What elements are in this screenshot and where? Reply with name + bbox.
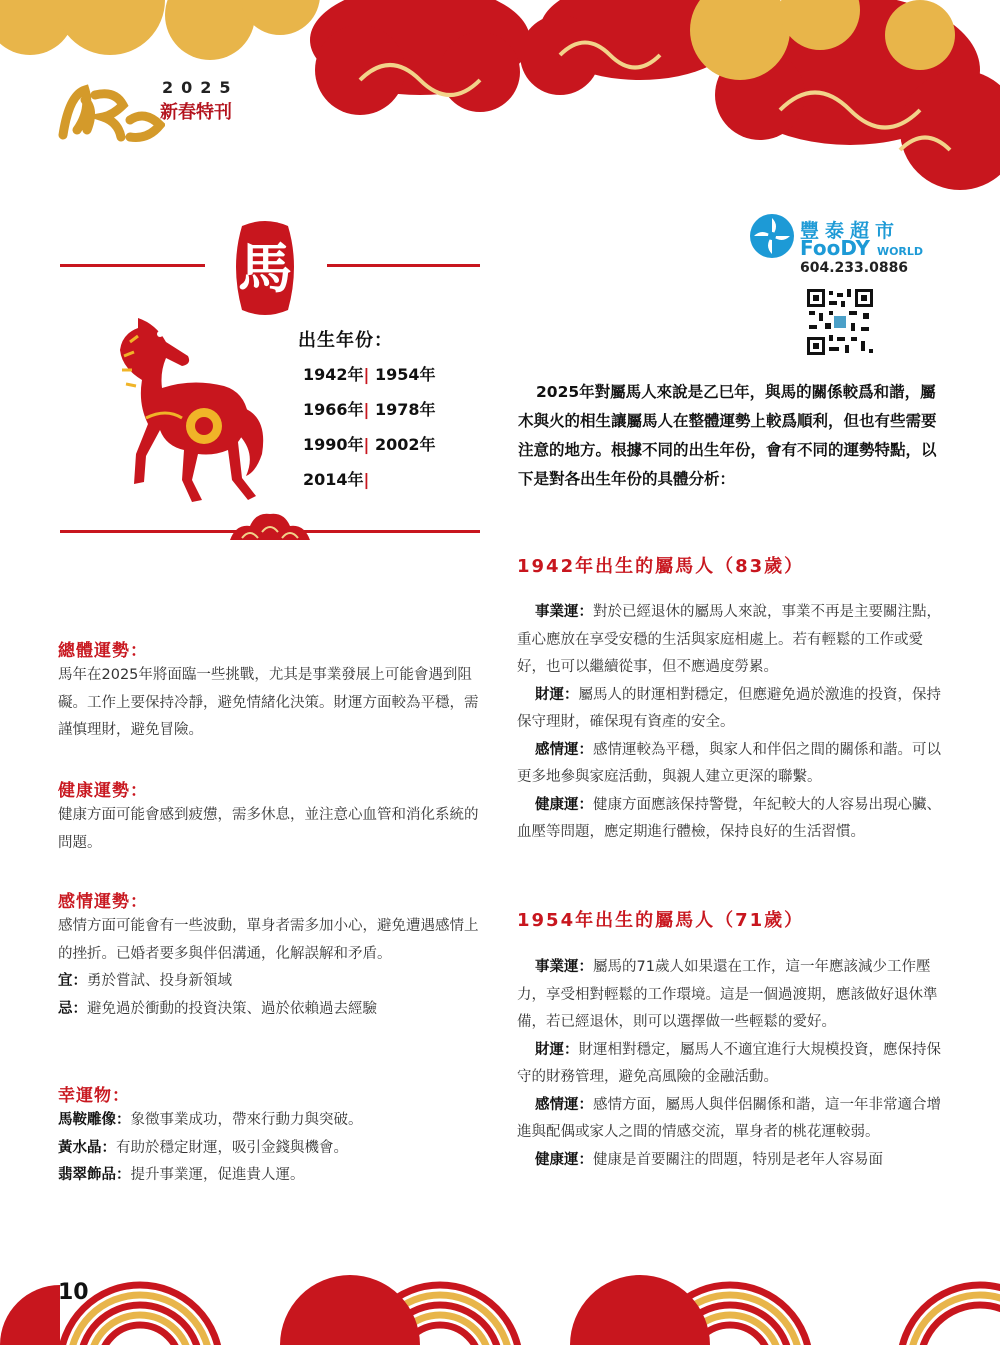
store-name-english — [800, 236, 923, 260]
fortune-text: 感情方面，屬馬人與伴侶關係和諧，這一年非常適合增進與配偶或家人之間的情感交流，單身者的桃花運較弱。 — [517, 1096, 941, 1140]
lucky-item-text: 提升事業運，促進貴人運。 — [130, 1167, 305, 1183]
dont-text: 避免過於衝動的投資決策、過於依賴過去經驗 — [87, 1000, 377, 1017]
birth-year-row — [303, 432, 436, 455]
dont-item — [58, 996, 482, 1024]
health-fortune-text: 健康方面可能會感到疲憊，需多休息，並注意心血管和消化系統的問題。 — [58, 807, 479, 851]
lucky-item-label: 翡翠飾品： — [58, 1167, 131, 1183]
birth-year: 2014年 — [303, 470, 364, 489]
section-heading-1942: 1942年出生的屬馬人（83歲） — [517, 556, 805, 577]
fortune-text: 財運相對穩定，屬馬人不適宜進行大規模投資，應保持保守的財務管理，避免高風險的金融活動。 — [517, 1041, 941, 1085]
section-body-1942 — [517, 599, 941, 847]
snake-calligraphy-icon — [55, 80, 165, 150]
lucky-item — [58, 1107, 482, 1135]
fortune-text: 屬馬人的財運相對穩定，但應避免過於激進的投資，保持保守理財，確保現有資產的安全。 — [517, 686, 941, 730]
overall-fortune-heading: 總體運勢： — [58, 641, 148, 661]
fortune-text: 健康方面應該保持警覺，年紀較大的人容易出現心臟、血壓等問題，應定期進行體檢，保持良好的生活習慣。 — [517, 796, 941, 840]
birth-year-row — [303, 467, 369, 490]
fortune-text: 健康是首要關注的問題，特別是老年人容易面 — [593, 1151, 883, 1168]
fortune-label: 財運： — [535, 686, 579, 703]
store-name-en-main: FooDY — [800, 236, 870, 260]
fortune-text: 屬馬的71歲人如果還在工作，這一年應該減少工作壓力，享受相對輕鬆的工作環境。這是一個過渡期，應該做好退休準備，若已經退休，則可以選擇做一些輕鬆的愛好。 — [517, 959, 938, 1030]
fortune-item — [517, 1092, 941, 1147]
do-label: 宜： — [58, 973, 87, 989]
do-text: 勇於嘗試、投身新領域 — [87, 973, 232, 989]
store-phone: 604.233.0886 — [800, 260, 909, 276]
separator: | — [363, 400, 370, 419]
store-name-chinese: 豐泰超市 — [800, 220, 901, 242]
birth-years-title: 出生年份： — [298, 330, 393, 351]
separator: | — [363, 365, 370, 384]
birth-year: 1990年 — [303, 435, 364, 454]
birth-year: 1978年 — [374, 400, 436, 419]
fortune-item — [517, 792, 941, 847]
seal-character: 馬 — [238, 236, 292, 300]
section-heading-1954: 1954年出生的屬馬人（71歲） — [517, 910, 805, 931]
fortune-label: 事業運： — [535, 604, 593, 620]
page-number: 10 — [58, 1280, 89, 1305]
fortune-label: 財運： — [535, 1041, 579, 1058]
fortune-label: 感情運： — [535, 741, 593, 758]
divider-left — [60, 264, 205, 267]
fortune-item — [517, 599, 941, 682]
fortune-text: 對於已經退休的屬馬人來說，事業不再是主要關注點，重心應放在享受安穩的生活與家庭相處上。若有輕鬆的工作或愛好，也可以繼續從事，但不應過度勞累。 — [517, 604, 941, 675]
fortune-label: 健康運： — [535, 796, 593, 813]
cloud-ornament-icon — [226, 510, 314, 546]
health-fortune-heading: 健康運勢： — [58, 781, 148, 801]
separator: | — [363, 470, 370, 489]
love-fortune-body — [58, 913, 482, 1023]
lucky-item — [58, 1135, 482, 1163]
do-item — [58, 968, 482, 996]
header-subtitle: 新春特刊 — [160, 102, 232, 123]
birth-year: 1942年 — [303, 365, 364, 384]
fortune-text: 感情運較為平穩，與家人和伴侶之間的關係和諧。可以更多地參與家庭活動，與親人建立更深的聯繫。 — [517, 741, 941, 785]
lucky-item — [58, 1162, 482, 1190]
love-fortune-text: 感情方面可能會有一些波動，單身者需多加小心，避免遭遇感情上的挫折。已婚者要多與伴侶溝通，化解誤解和矛盾。 — [58, 918, 479, 962]
birth-year: 1966年 — [303, 400, 364, 419]
birth-year: 2002年 — [374, 435, 436, 454]
qr-code[interactable] — [805, 287, 875, 357]
lucky-item-label: 馬鞍雕像： — [58, 1112, 131, 1128]
birth-year: 1954年 — [374, 365, 436, 384]
intro-paragraph: 2025年對屬馬人來說是乙巳年，與馬的關係較爲和諧，屬木與火的相生讓屬馬人在整體運勢上較爲順利，但也有些需要注意的地方。根據不同的出生年份，會有不同的運勢特點，以下是對各出生年份的具體分析： — [518, 383, 937, 488]
fortune-label: 事業運： — [535, 959, 593, 975]
store-name-en-suffix: WORLD — [876, 245, 924, 258]
lucky-items-heading: 幸運物： — [58, 1086, 130, 1106]
love-fortune-heading: 感情運勢： — [58, 892, 148, 912]
fortune-item — [517, 737, 941, 792]
fortune-item — [517, 954, 941, 1037]
lucky-items-list — [58, 1107, 482, 1190]
fortune-label: 健康運： — [535, 1151, 593, 1168]
fortune-item — [517, 1037, 941, 1092]
header-year: 2025 — [162, 78, 239, 97]
fortune-item — [517, 682, 941, 737]
fortune-label: 感情運： — [535, 1096, 593, 1113]
section-body-1954 — [517, 954, 941, 1174]
foody-world-logo-icon — [748, 212, 796, 260]
birth-year-row — [303, 362, 436, 385]
separator: | — [363, 435, 370, 454]
fortune-item — [517, 1147, 941, 1175]
divider-right — [327, 264, 480, 267]
dont-label: 忌： — [58, 1000, 87, 1017]
lucky-item-text: 有助於穩定財運，吸引金錢與機會。 — [116, 1139, 348, 1156]
birth-year-row — [303, 397, 436, 420]
auspicious-waves-bottom — [0, 1255, 1000, 1345]
overall-fortune-text: 馬年在2025年將面臨一些挑戰，尤其是事業發展上可能會遇到阻礙。工作上要保持冷靜，避免情緒化決策。財運方面較為平穩，需謹慎理財，避免冒險。 — [58, 667, 479, 738]
lucky-item-text: 象徵事業成功，帶來行動力與突破。 — [130, 1112, 363, 1128]
lucky-item-label: 黃水晶： — [58, 1139, 116, 1156]
horse-papercut-icon — [76, 308, 276, 508]
